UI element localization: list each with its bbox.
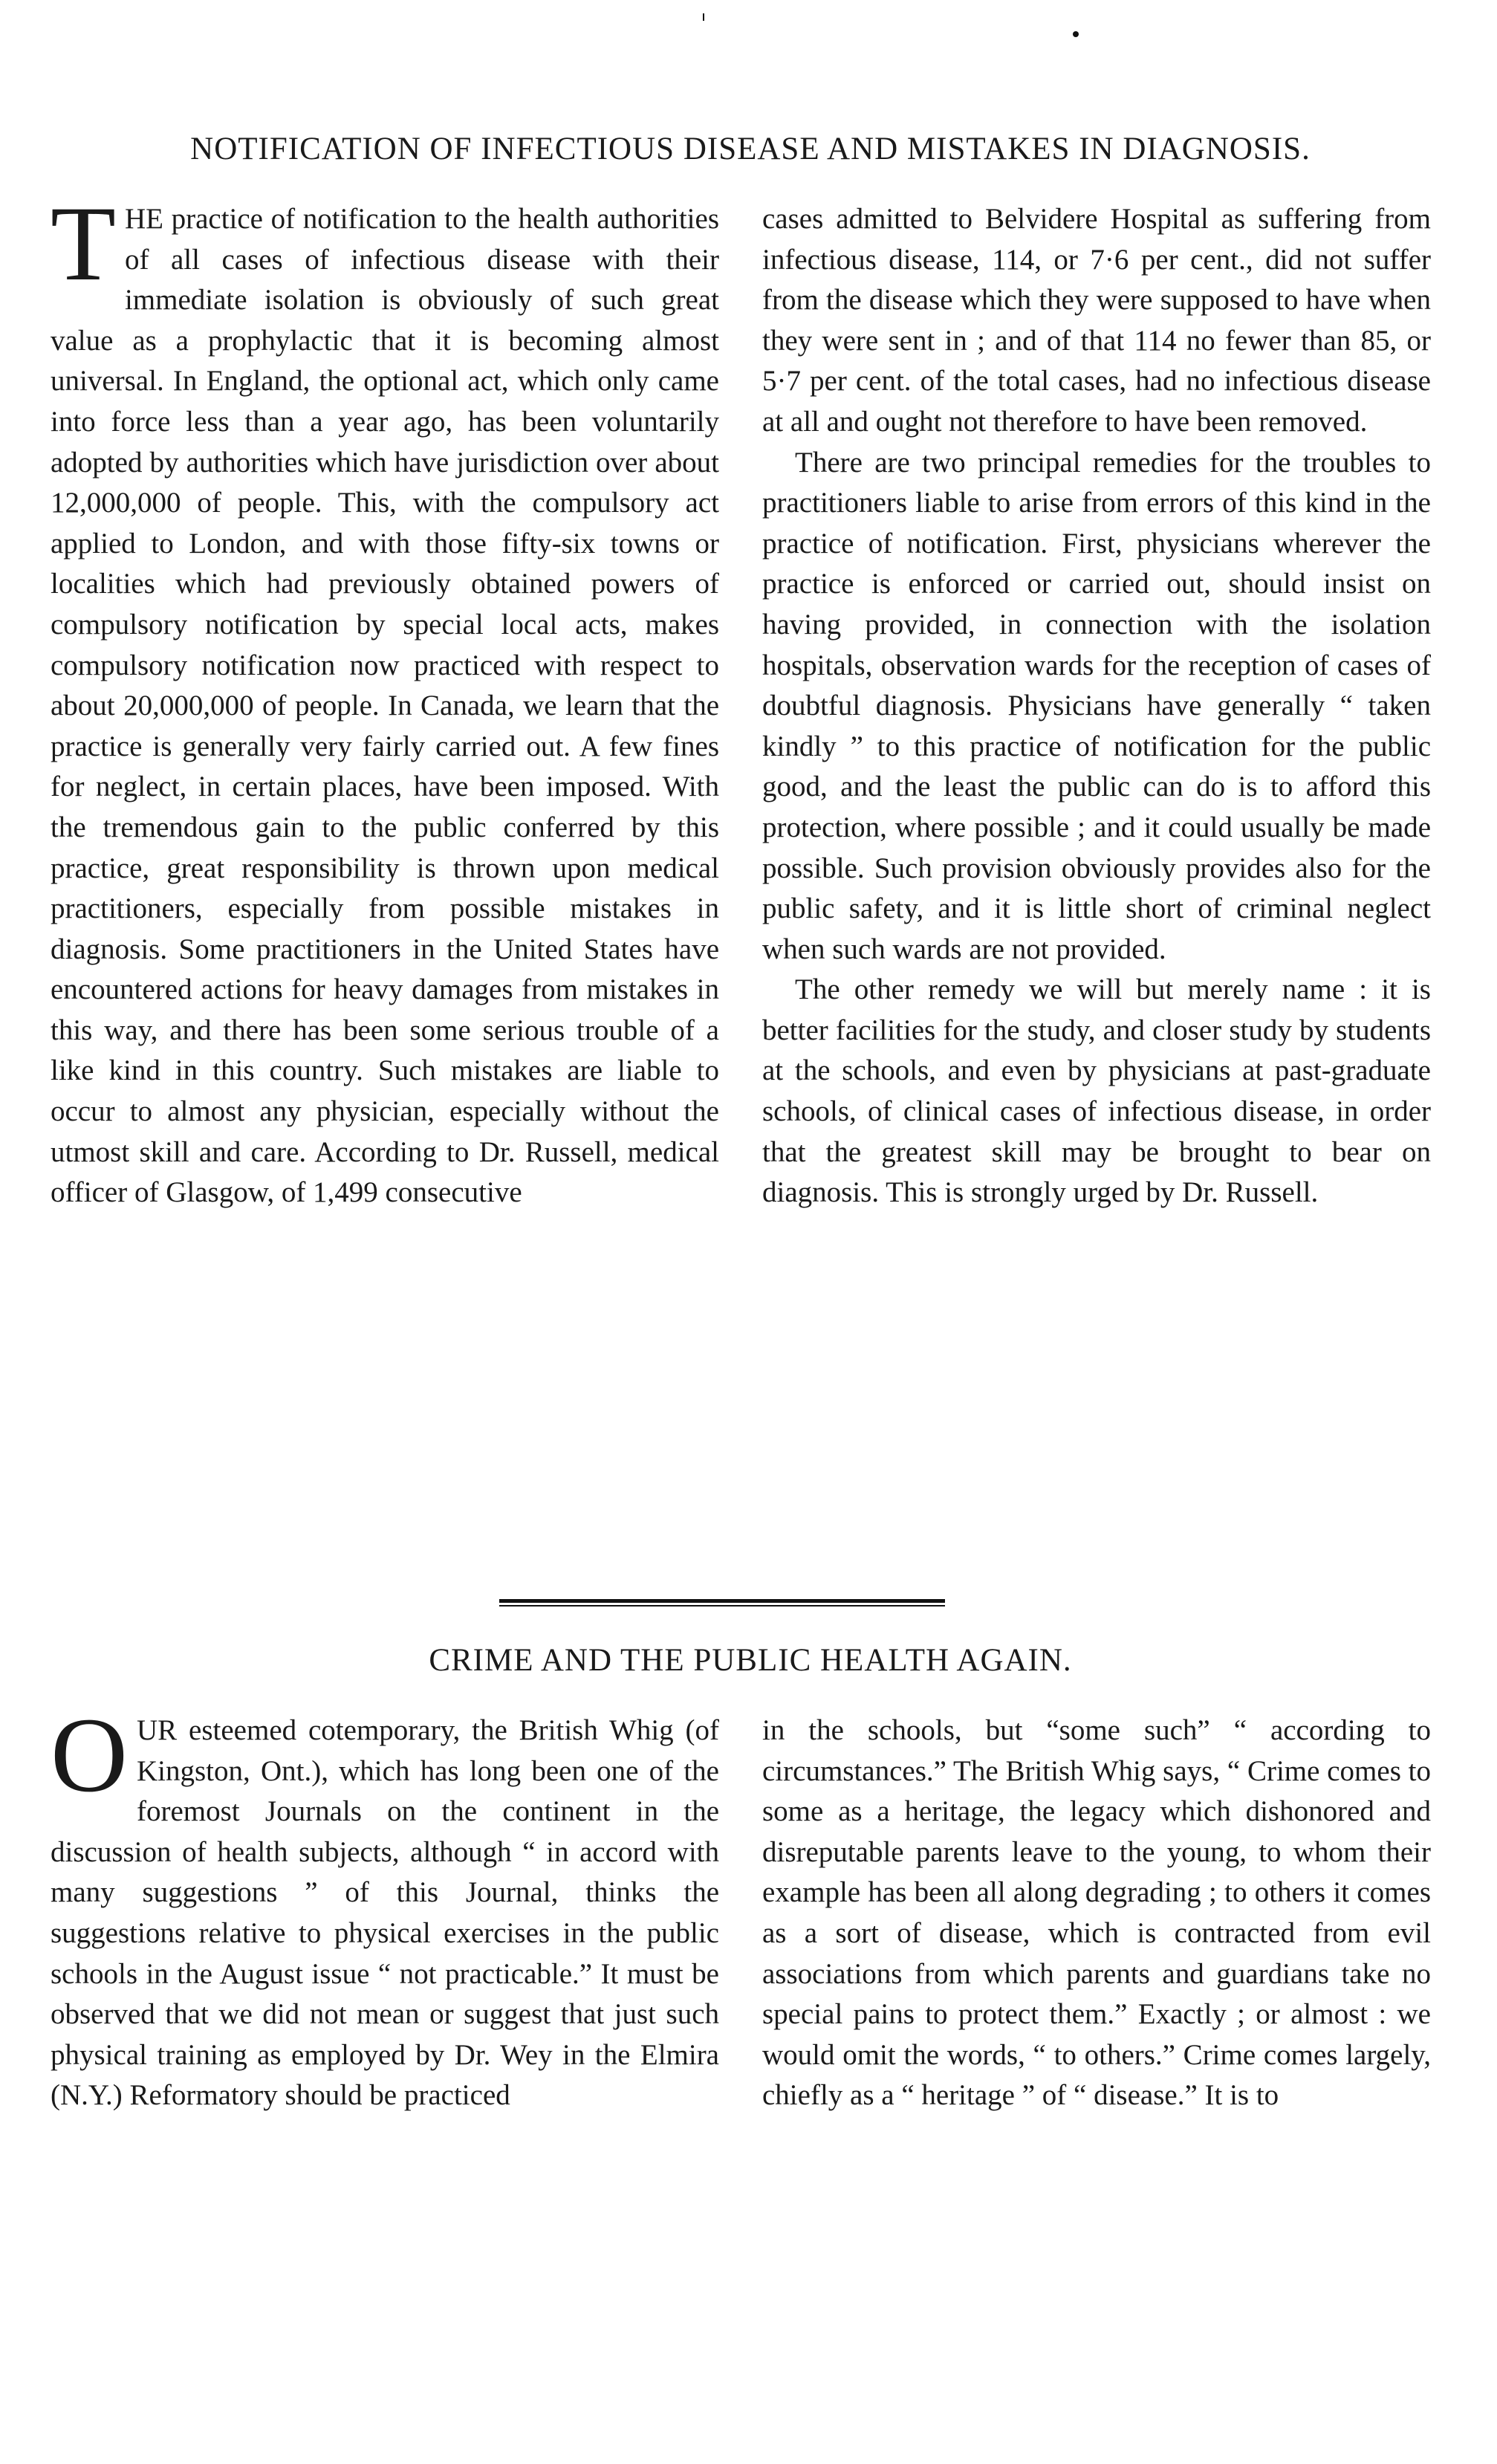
article1-paragraph: cases admitted to Belvidere Hospital as suffering from infectious disease, 114, or 7·6 per cent., did not suffer from the disease which they were supposed to have when they were sent in ; and of that 114 no fewer than 85, or 5·7 per cent. of the total cases, had no infectious disease at all and ought not therefore to have been removed.	[762, 203, 1431, 438]
article-title-crime: CRIME AND THE PUBLIC HEALTH AGAIN.	[429, 1643, 1072, 1678]
article2-col1-text: UR esteemed cotemporary, the British Whig (of Kingston, Ont.), which has long been one of the foremost Journals on the continent in the discussion of health subjects, although “ in accord with many suggestions ” of this Journal, thinks the suggestions relative to physical exercises in the public schools in the August issue “ not practicable.” It must be observed that we did not mean or suggest that just such physical training as employed by Dr. Wey in the Elmira (N.Y.) Reformatory should be practiced	[51, 1714, 719, 2112]
article2-paragraph	[51, 1696, 719, 2116]
article1-column-right	[762, 199, 1431, 1566]
article2-paragraph: in the schools, but “some such” “ according to circumstances.” The British Whig says, “ Crime comes to some as a heritage, the legacy which dishonored and disreputable parents leave to the young, to whom their example has been all along degrading ; to others it comes as a sort of disease, which is contracted from evil associations from which parents and guardians take no special pains to protect them.” Exactly ; or almost : we would omit the words, “ to others.” Crime comes largely, chiefly as a “ heritage ” of “ disease.” It is to	[762, 1714, 1431, 2112]
article1-column-left	[51, 185, 719, 1566]
article1-paragraph: The other remedy we will but merely name : it is better facilities for the study, and closer study by students at the schools, and even by physicians at past-graduate schools, of clinical cases of infectious disease, in order that the greatest skill may be brought to bear on diagnosis. This is strongly urged by Dr. Russell.	[762, 973, 1431, 1209]
section-divider	[499, 1599, 945, 1607]
article2-column-right	[762, 1711, 1431, 2216]
print-speck	[703, 13, 704, 21]
article1-paragraph	[51, 185, 719, 1213]
article1-col1-text: HE practice of notification to the health authorities of all cases of infectious disease with their immediate isolation is obviously of such great value as a prophylactic that it is becoming almost universal. In England, the optional act, which only came into force less than a year ago, has been voluntarily adopted by authorities which have jurisdiction over about 12,000,000 of people. This, with the compulsory act applied to London, and with those fifty-six towns or localities which had previously obtained powers of compulsory notification by special local acts, makes compulsory notification now practiced with respect to about 20,000,000 of people. In Canada, we learn that the practice is generally very fairly carried out. A few fines for neglect, in certain places, have been imposed. With the tremendous gain to the public conferred by this practice, great responsibility is thrown upon medical practitioners, especially from possible mistakes in diagnosis. Some practitioners in the United States have encountered actions for heavy damages from mistakes in this way, and there has been some serious trouble of a like kind in this country. Such mistakes are liable to occur to almost any physician, especially without the utmost skill and care. According to Dr. Russell, medical officer of Glasgow, of 1,499 consecutive	[51, 203, 719, 1209]
drop-cap: T	[51, 185, 116, 303]
print-speck	[1073, 31, 1079, 37]
article2-column-left	[51, 1696, 719, 2216]
drop-cap: O	[51, 1696, 128, 1815]
article-title-notification: NOTIFICATION OF INFECTIOUS DISEASE AND MISTAKES IN DIAGNOSIS.	[190, 132, 1311, 166]
article1-paragraph: There are two principal remedies for the troubles to practitioners liable to arise from errors of this kind in the practice of notification. First, physicians wherever the practice is enforced or carried out, should insist on having provided, in connection with the isolation hospitals, observation wards for the reception of cases of doubtful diagnosis. Physicians have generally “ taken kindly ” to this practice of notification for the public good, and the least the public can do is to afford this protection, where possible ; and it could usually be made possible. Such provision obviously provides also for the public safety, and it is little short of criminal neglect when such wards are not provided.	[762, 446, 1431, 965]
